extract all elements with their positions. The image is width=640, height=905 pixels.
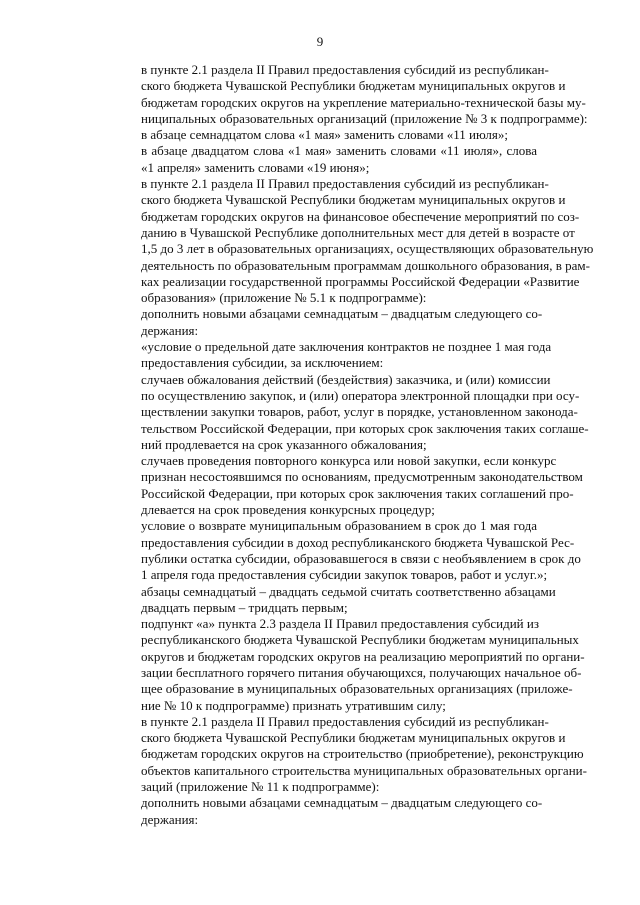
text-line: заций (приложение № 11 к подпрограмме): [141,779,380,795]
page-number: 9 [316,34,324,49]
text-line: ского бюджета Чувашской Республики бюджетам муниципальных округов и [141,192,566,208]
text-line: бюджетам городских округов на строительство (приобретение), реконструкцию [141,746,584,762]
text-line: абзацы семнадцатый – двадцать седьмой считать соответственно абзацами [141,583,556,599]
text-line: признан несостоявшимся по основаниям, предусмотренным законодательством [141,469,583,485]
text-line: двадцать первым – тридцать первым; [141,599,348,615]
text-line: республиканского бюджета Чувашской Республики бюджетам муниципальных [141,632,579,648]
paragraph [109,176,594,306]
text-line: округов и бюджетам городских округов на реализацию мероприятий по органи- [141,648,585,664]
text-line: ние № 10 к подпрограмме) признать утратившим силу; [141,697,446,713]
text-line: ществлении закупки товаров, работ, услуг в порядке, установленном законода- [141,404,578,420]
paragraph [109,339,552,372]
text-line: Российской Федерации, при которых срок заключения таких соглашений про- [141,485,574,501]
text-line: ний продлевается на срок указанного обжалования; [141,436,427,452]
text-line: подпункт «а» пункта 2.3 раздела II Правил предоставления субсидий из [141,616,539,632]
paragraph [109,143,537,176]
text-line: «1 апреля» заменить словами «19 июня»; [141,159,370,175]
text-line: дополнить новыми абзацами семнадцатым – двадцатым следующего со- [141,795,543,811]
text-line: тельством Российской Федерации, при которых срок заключения таких соглаше- [141,420,589,436]
text-line: объектов капитального строительства муниципальных образовательных органи- [141,762,587,778]
text-line: деятельность по образовательным программам дошкольного образования, в рам- [141,257,590,273]
text-line: держания: [141,811,199,827]
text-line: предоставления субсидии в доход республиканского бюджета Чувашской Рес- [141,534,575,550]
text-line: бюджетам городских округов на укрепление материально-технической базы му- [141,94,586,110]
text-line: образования» (приложение № 5.1 к подпрограмме): [141,290,427,306]
text-line: данию в Чувашской Республике дополнительных мест для детей в возрасте от [141,224,575,240]
text-line: щее образование в муниципальных образовательных организациях (приложе- [141,681,573,697]
paragraph [109,371,589,453]
document-body [109,62,594,828]
paragraph [109,453,583,518]
text-line: держания: [141,322,199,338]
text-line: 1 апреля года предоставления субсидии закупок товаров, работ и услуг.»; [141,567,548,583]
text-line: в абзаце семнадцатом слова «1 мая» заменить словами «11 июля»; [141,127,508,143]
text-line: в абзаце двадцатом слова «1 мая» заменить словами «11 июля», слова [141,143,537,159]
text-line: длевается на срок проведения конкурсных процедур; [141,502,435,518]
paragraph [109,518,581,583]
paragraph [109,62,588,127]
text-line: в пункте 2.1 раздела II Правил предоставления субсидий из республикан- [141,713,549,729]
text-line: дополнить новыми абзацами семнадцатым – двадцатым следующего со- [141,306,543,322]
paragraph [109,306,543,339]
text-line: в пункте 2.1 раздела II Правил предоставления субсидий из республикан- [141,62,549,77]
text-line: случаев проведения повторного конкурса или новой закупки, если конкурс [141,453,557,469]
paragraph [109,795,543,828]
paragraph [109,583,556,617]
paragraph [109,713,587,795]
text-line: в пункте 2.1 раздела II Правил предоставления субсидий из республикан- [141,176,549,192]
text-line: ского бюджета Чувашской Республики бюджетам муниципальных округов и [141,78,566,94]
text-line: 1,5 до 3 лет в образовательных организациях, осуществляющих образовательную [141,241,594,257]
paragraph [109,127,537,143]
text-line: случаев обжалования действий (бездействия) заказчика, и (или) комиссии [141,371,551,387]
text-line: ках реализации государственной программы Российской Федерации «Развитие [141,273,580,289]
text-line: ского бюджета Чувашской Республики бюджетам муниципальных округов и [141,730,566,746]
paragraph [109,616,585,714]
text-line: ниципальных образовательных организаций (приложение № 3 к подпрограмме): [141,110,588,126]
text-line: предоставления субсидии, за исключением: [141,355,384,371]
text-line: «условие о предельной дате заключения контрактов не позднее 1 мая года [141,339,552,355]
text-line: бюджетам городских округов на финансовое обеспечение мероприятий по соз- [141,208,580,224]
text-line: публики остатка субсидии, образовавшегося в связи с необъявлением в срок до [141,550,581,566]
text-line: зации бесплатного горячего питания обучающихся, получающих начальное об- [141,664,582,680]
text-line: условие о возврате муниципальным образованием в срок до 1 мая года [141,518,537,534]
text-line: по осуществлению закупок, и (или) оператора электронной площадки при осу- [141,387,580,403]
